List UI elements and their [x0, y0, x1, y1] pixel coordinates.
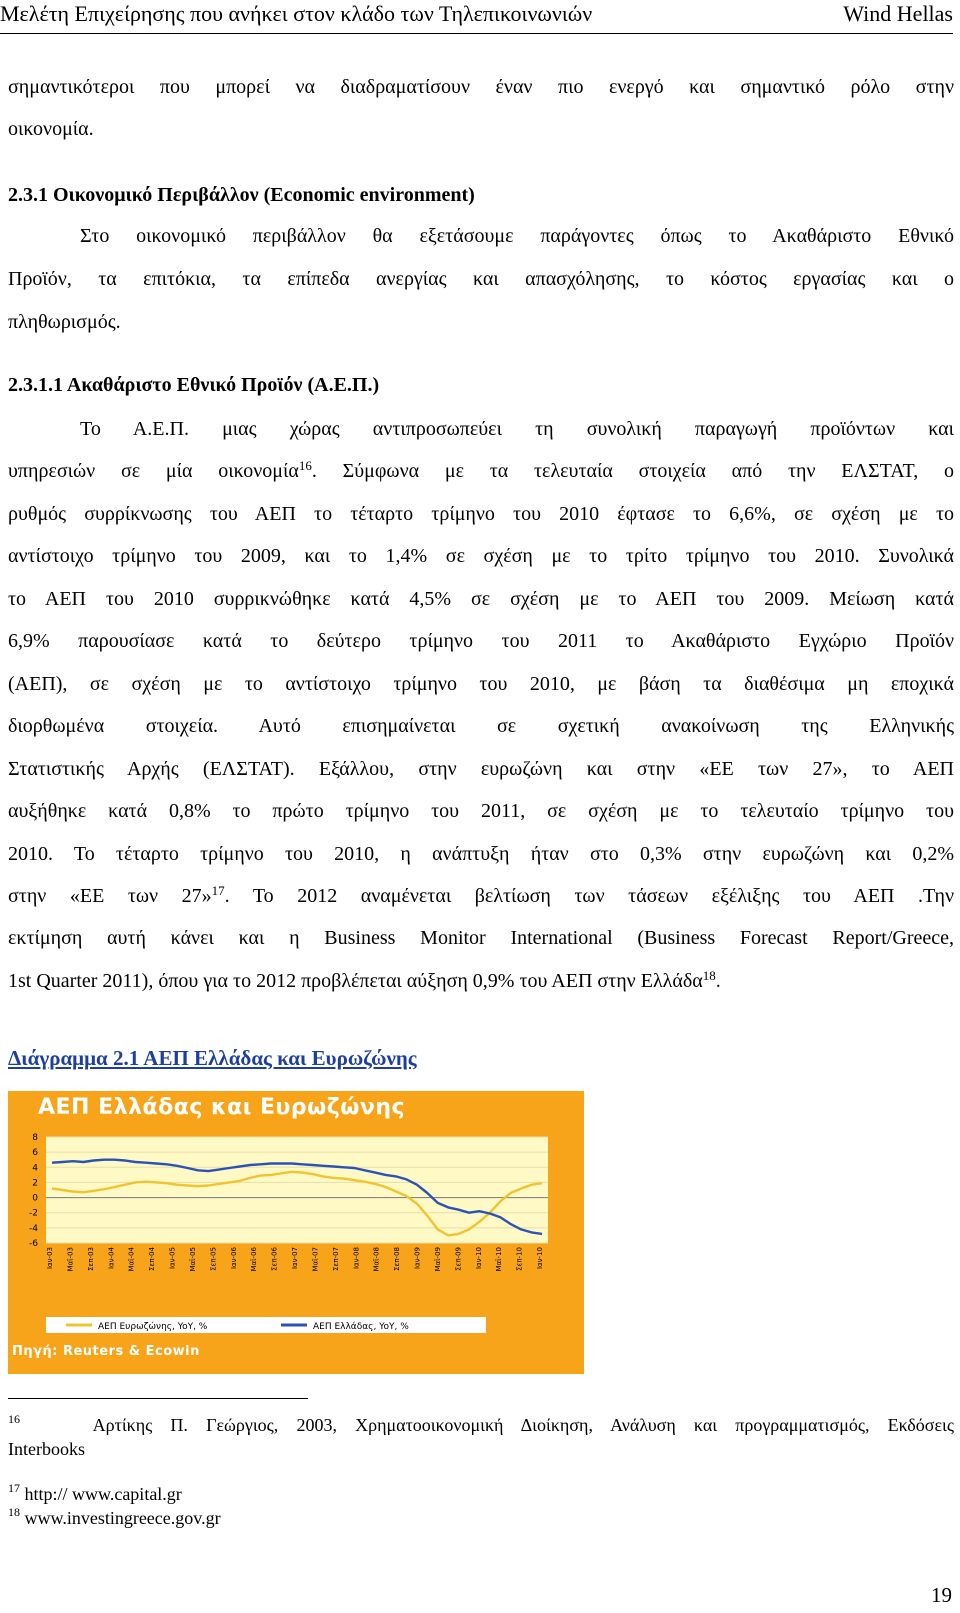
x-tick-label: Ιαν-10	[536, 1247, 544, 1270]
section-231-line-2: Προϊόν, τα επιτόκια, τα επίπεδα ανεργίας και απασχόλησης, το κόστος εργασίας και ο	[8, 268, 954, 290]
footnote-number-16: 16	[8, 1412, 20, 1426]
y-tick-label: 2	[32, 1178, 38, 1189]
x-tick-label: Σεπ-03	[86, 1247, 95, 1271]
paragraph-line-8: διορθωμένα στοιχεία. Αυτό επισημαίνεται σε σχετική ανακοίνωση της Ελληνικής	[8, 715, 954, 737]
y-tick-label: 8	[32, 1133, 38, 1143]
x-tick-label: Ιαν-06	[229, 1247, 238, 1270]
legend-label: ΑΕΠ Ευρωζώνης, YoY, %	[98, 1322, 208, 1332]
footnote-separator	[8, 1398, 308, 1399]
footnote-number-18: 18	[8, 1505, 20, 1519]
paragraph-line-3: ρυθμός συρρίκνωσης του ΑΕΠ το τέταρτο τρίμηνο του 2010 έφτασε το 6,6%, σε σχέση με το	[8, 503, 954, 525]
x-tick-label: Μαϊ-09	[433, 1247, 442, 1272]
x-tick-label: Ιαν-07	[291, 1247, 299, 1270]
chart-source: Πηγή: Reuters & Ecowin	[12, 1344, 200, 1359]
intro-line-1: σημαντικότεροι που μπορεί να διαδραματίσουν έναν πιο ενεργό και σημαντικό ρόλο στην	[8, 76, 954, 98]
x-tick-label: Σεπ-10	[515, 1247, 524, 1271]
header-title: Μελέτη Επιχείρησης που ανήκει στον κλάδο των Τηλεπικοινωνιών	[0, 1, 593, 26]
running-header	[0, 0, 953, 34]
paragraph-line-14: 1st Quarter 2011), όπου για το 2012 προβλέπεται αύξηση 0,9% του ΑΕΠ στην Ελλάδα$^{18}$.	[8, 968, 721, 992]
paragraph-line-6: 6,9% παρουσίασε κατά το δεύτερο τρίμηνο του 2011 το Ακαθάριστο Εγχώριο Προϊόν	[8, 630, 954, 652]
section-heading-2311: 2.3.1.1 Ακαθάριστο Εθνικό Προϊόν (Α.Ε.Π.)	[8, 374, 380, 396]
diagram-caption: Διάγραμμα 2.1 ΑΕΠ Ελλάδας και Ευρωζώνης	[8, 1046, 417, 1070]
paragraph-line-2: υπηρεσιών σε μία οικονομία$^{16}$. Σύμφωνα με τα τελευταία στοιχεία από την ΕΛΣΤΑΤ, ο	[8, 458, 954, 482]
section-231-line-1: Στο οικονομικό περιβάλλον θα εξετάσουμε παράγοντες όπως το Ακαθάριστο Εθνικό	[80, 225, 954, 247]
footnote-16-line-2: Interbooks	[8, 1439, 85, 1459]
x-tick-label: Ιαν-10	[474, 1247, 483, 1270]
footnote-ref-17: 17	[211, 883, 225, 898]
y-tick-label: 0	[32, 1193, 38, 1204]
y-tick-label: -6	[29, 1239, 38, 1249]
x-tick-label: Σεπ-05	[209, 1247, 218, 1271]
x-tick-label: Μαϊ-04	[127, 1247, 136, 1272]
intro-line-2: οικονομία.	[8, 118, 94, 140]
footnote-18-link[interactable]: www.investingreece.gov.gr	[24, 1508, 221, 1528]
gdp-line-chart	[8, 1091, 584, 1374]
section-heading-231: 2.3.1 Οικονομικό Περιβάλλον (Economic environment)	[8, 184, 475, 206]
x-tick-label: Ιαν-05	[168, 1247, 177, 1270]
x-tick-label: Μαϊ-03	[66, 1247, 75, 1272]
paragraph-line-7: (ΑΕΠ), σε σχέση με το αντίστοιχο τρίμηνο του 2010, με βάση τα διαθέσιμα μη εποχικά	[8, 673, 954, 695]
paragraph-line-11: 2010. Το τέταρτο τρίμηνο του 2010, η ανάπτυξη ήταν στο 0,3% στην ευρωζώνη και 0,2%	[8, 843, 954, 865]
paragraph-line-10: αυξήθηκε κατά 0,8% το πρώτο τρίμηνο του 2011, σε σχέση με το τελευταίο τρίμηνο του	[8, 800, 954, 822]
paragraph-line-12: στην «ΕΕ των 27»$^{17}$. Το 2012 αναμένεται βελτίωση των τάσεων εξέλιξης του ΑΕΠ .Την	[8, 883, 955, 907]
footnote-17	[8, 1482, 954, 1506]
chart-title: ΑΕΠ Ελλάδας και Ευρωζώνης	[38, 1095, 406, 1120]
y-tick-label: -2	[29, 1208, 38, 1219]
y-tick-label: 6	[32, 1148, 38, 1159]
section-231-line-3: πληθωρισμός.	[8, 311, 121, 333]
x-tick-label: Σεπ-08	[393, 1247, 402, 1271]
footnote-17-link[interactable]: http:// www.capital.gr	[24, 1484, 182, 1504]
paragraph-line-13: εκτίμηση αυτή κάνει και η Business Monitor International (Business Forecast Report/Greece,	[8, 927, 954, 949]
paragraph-line-5: το ΑΕΠ του 2010 συρρικνώθηκε κατά 4,5% σε σχέση με το ΑΕΠ του 2009. Μείωση κατά	[8, 588, 954, 610]
paragraph-line-9: Στατιστικής Αρχής (ΕΛΣΤΑΤ). Εξάλλου, στην ευρωζώνη και στην «ΕΕ των 27», το ΑΕΠ	[8, 758, 954, 780]
footnote-18	[8, 1506, 954, 1530]
x-tick-label: Μαϊ-07	[311, 1247, 320, 1272]
page-number: 19	[931, 1583, 952, 1607]
x-tick-label: Σεπ-06	[270, 1247, 279, 1271]
x-tick-label: Σεπ-09	[454, 1247, 463, 1271]
x-tick-label: Μαϊ-05	[188, 1247, 197, 1272]
y-tick-label: 4	[32, 1163, 38, 1174]
x-tick-label: Ιαν-09	[413, 1247, 422, 1270]
x-tick-label: Μαϊ-08	[372, 1247, 381, 1272]
paragraph-line-4: αντίστοιχο τρίμηνο του 2009, και το 1,4% σε σχέση με το τρίτο τρίμηνο του 2010. Συνολικά	[8, 545, 954, 567]
footnote-ref-16: 16	[298, 458, 312, 473]
x-tick-label: Ιαν-04	[107, 1247, 116, 1270]
header-company: Wind Hellas	[843, 1, 953, 26]
x-tick-label: Μαϊ-06	[250, 1247, 259, 1272]
y-tick-label: -4	[29, 1223, 38, 1234]
footnote-number-17: 17	[8, 1481, 20, 1495]
gdp-chart-figure	[8, 1091, 584, 1374]
x-tick-label: Σεπ-07	[331, 1247, 340, 1271]
x-tick-label: Σεπ-04	[148, 1247, 157, 1271]
x-tick-label: Ιαν-08	[352, 1247, 361, 1270]
x-tick-label: Ιαν-03	[46, 1247, 54, 1270]
x-tick-label: Μαϊ-10	[495, 1247, 504, 1272]
footnote-16-line-1: $^{16}$ Αρτίκης Π. Γεώργιος, 2003, Χρηματοοικονομική Διοίκηση, Ανάλυση και προγραμματισμός, Εκδόσεις	[8, 1412, 955, 1435]
legend-label: ΑΕΠ Ελλάδας, YoY, %	[313, 1322, 409, 1332]
paragraph-line-1: Το Α.Ε.Π. μιας χώρας αντιπροσωπεύει τη συνολική παραγωγή προϊόντων και	[80, 418, 954, 440]
footnote-ref-18: 18	[702, 968, 716, 983]
